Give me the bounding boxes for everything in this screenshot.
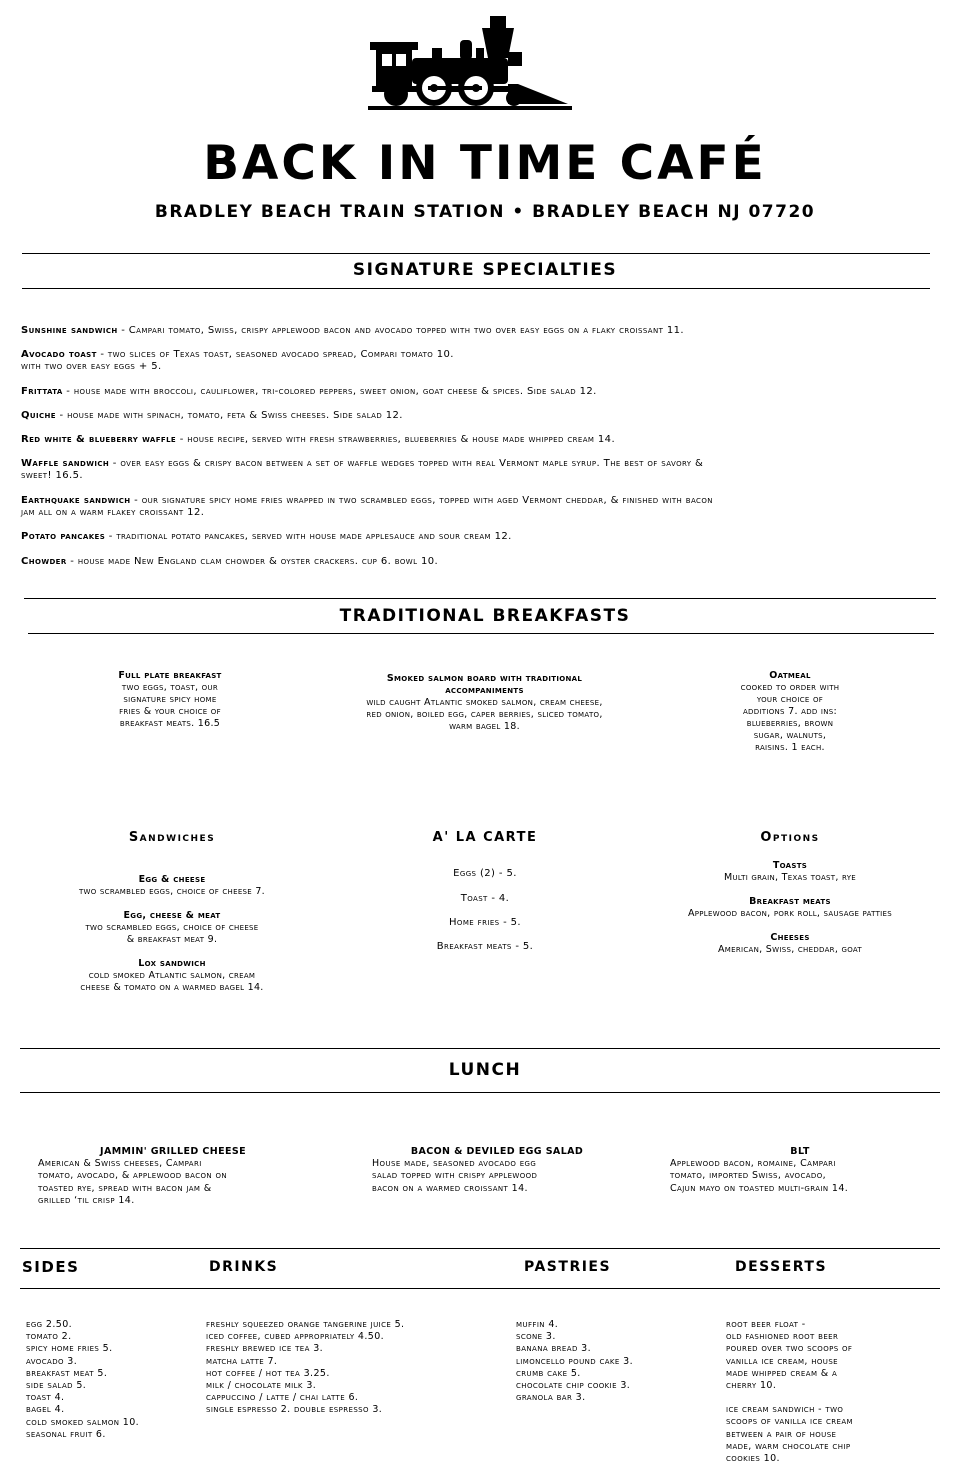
cafe-address: BRADLEY BEACH TRAIN STATION • BRADLEY BEACH NJ 07720 xyxy=(154,202,816,222)
item-description: - our signature spicy home fries wrapped in two scrambled eggs, topped with aged Vermont cheddar, & finished with bacon xyxy=(130,495,713,506)
pastries-list xyxy=(516,1319,716,1404)
list-item: banana bread 3. xyxy=(516,1343,592,1355)
list-item: scoops of vanilla ice cream xyxy=(726,1416,853,1428)
item-description: - Campari tomato, Swiss, crispy applewood bacon and avocado topped with two over easy eggs on a flaky croissant 11. xyxy=(117,325,684,336)
list-item xyxy=(21,531,941,543)
list-item: cookies 10. xyxy=(726,1453,780,1465)
item-line: tomato, avocado, & applewood bacon on xyxy=(38,1170,228,1182)
alacarte-heading: A' LA CARTE xyxy=(432,830,538,845)
item-name: Lox sandwich xyxy=(138,958,206,969)
lunch-item xyxy=(372,1146,622,1195)
item-line: cheese & tomato on a warmed bagel 14. xyxy=(80,982,264,993)
sandwiches-list xyxy=(32,874,312,994)
item-line: two scrambled eggs, choice of cheese 7. xyxy=(78,886,265,897)
smoked-salmon-board xyxy=(312,673,657,733)
item-description: - house recipe, served with fresh strawberries, blueberries & house made whipped cream 14. xyxy=(176,434,616,445)
item-line: grilled ‘til crisp 14. xyxy=(38,1194,135,1206)
item-name: Red white & blueberry waffle xyxy=(21,434,177,445)
alacarte-item: Breakfast meats - 5. xyxy=(436,941,534,952)
options-heading: Options xyxy=(760,830,820,845)
list-item: made whipped cream & a xyxy=(726,1367,838,1379)
item-description: - two slices of Texas toast, seasoned avocado spread, Compari tomato 10. xyxy=(96,349,454,360)
item-name: BACON & DEVILED EGG SALAD xyxy=(410,1146,584,1157)
list-item: matcha latte 7. xyxy=(206,1355,278,1367)
divider xyxy=(22,253,930,254)
item-name: Earthquake sandwich xyxy=(21,495,131,506)
list-item xyxy=(21,556,941,568)
item-name: Quiche xyxy=(21,410,56,421)
item-name: BLT xyxy=(790,1146,810,1157)
divider xyxy=(20,1288,940,1289)
item-description: - house made with broccoli, cauliflower, tri-colored peppers, sweet onion, goat cheese & spices. Side salad 12. xyxy=(62,386,597,397)
item-line: Cajun mayo on toasted multi-grain 14. xyxy=(670,1182,849,1194)
locomotive-icon xyxy=(368,12,572,110)
list-item: poured over two scoops of xyxy=(726,1343,853,1355)
list-item xyxy=(21,458,941,482)
drinks-list xyxy=(206,1319,506,1417)
item-description-2: sweet! 16.5. xyxy=(21,470,83,481)
list-item: cherry 10. xyxy=(726,1380,777,1392)
list-item: between a pair of house xyxy=(726,1428,837,1440)
divider xyxy=(20,1248,940,1249)
item-line: fries & your choice of xyxy=(119,706,221,717)
list-item: toast 4. xyxy=(26,1392,65,1404)
item-name: Breakfast meats xyxy=(749,896,831,907)
item-line: Applewood bacon, pork roll, sausage patties xyxy=(687,908,893,919)
list-item: crumb cake 5. xyxy=(516,1367,581,1379)
item-line: cooked to order with xyxy=(740,682,840,693)
item-description: - traditional potato pancakes, served with house made applesauce and sour cream 12. xyxy=(105,531,512,542)
list-item: made, warm chocolate chip xyxy=(726,1440,851,1452)
pastries-heading: PASTRIES xyxy=(524,1259,612,1275)
list-item: hot coffee / hot tea 3.25. xyxy=(206,1367,330,1379)
item-name: Smoked salmon board with traditional xyxy=(386,673,583,684)
item-name: JAMMIN' GRILLED CHEESE xyxy=(100,1146,246,1157)
item-name: Egg, cheese & meat xyxy=(123,910,221,921)
item-name: Frittata xyxy=(21,386,63,397)
item-name: Full plate breakfast xyxy=(118,670,222,681)
list-item: freshly squeezed orange tangerine juice 5. xyxy=(206,1319,405,1330)
item-name: Sunshine sandwich xyxy=(21,325,118,336)
list-item xyxy=(21,349,941,373)
alacarte-item: Home fries - 5. xyxy=(449,917,521,928)
options-list xyxy=(630,860,950,956)
list-item xyxy=(21,386,941,398)
item-description: - house made with spinach, tomato, feta & Swiss cheeses. Side salad 12. xyxy=(55,410,403,421)
locomotive-logo xyxy=(368,12,572,110)
list-item: bagel 4. xyxy=(26,1404,65,1416)
divider xyxy=(28,633,934,634)
list-item: muffin 4. xyxy=(516,1319,559,1330)
divider xyxy=(20,1092,940,1093)
list-item: limoncello pound cake 3. xyxy=(516,1355,634,1367)
lunch-heading: LUNCH xyxy=(448,1060,522,1080)
item-description: - over easy eggs & crispy bacon between a set of waffle wedges topped with real Vermont maple syrup. The best of savory & xyxy=(109,458,704,469)
list-item: cappuccino / latte / chai latte 6. xyxy=(206,1392,359,1404)
list-item: breakfast meat 5. xyxy=(26,1367,108,1379)
item-line: tomato, imported Swiss, avocado, xyxy=(670,1170,827,1182)
alacarte-item: Eggs (2) - 5. xyxy=(453,868,517,879)
item-line: breakfast meats. 16.5 xyxy=(119,718,221,729)
list-item: single espresso 2. double espresso 3. xyxy=(206,1404,383,1416)
item-line: American, Swiss, cheddar, goat xyxy=(717,944,863,955)
item-line: & breakfast meat 9. xyxy=(126,934,218,945)
list-item xyxy=(21,410,941,422)
item-line: toasted rye, spread with bacon jam & xyxy=(38,1182,212,1194)
item-line: bacon on a warmed croissant 14. xyxy=(372,1182,528,1194)
item-name: Oatmeal xyxy=(769,670,811,681)
lunch-item xyxy=(38,1146,308,1207)
item-line: American & Swiss cheeses, Campari xyxy=(38,1158,202,1170)
cafe-title: BACK IN TIME CAFÉ xyxy=(203,136,767,191)
item-line: additions 7. add ins: xyxy=(742,706,838,717)
sandwiches-heading: Sandwiches xyxy=(128,830,216,845)
item-line: wild caught Atlantic smoked salmon, cream cheese, xyxy=(366,697,603,708)
item-name-2: accompaniments xyxy=(445,685,524,696)
item-line: raisins. 1 each. xyxy=(755,742,825,753)
item-description: - house made New England clam chowder & oyster crackers. cup 6. bowl 10. xyxy=(66,556,439,567)
item-line: Multi grain, Texas toast, rye xyxy=(723,872,857,883)
list-item: spicy home fries 5. xyxy=(26,1343,113,1355)
divider xyxy=(24,598,936,599)
list-item: avocado 3. xyxy=(26,1355,78,1367)
item-name: Avocado toast xyxy=(21,349,97,360)
list-item: side salad 5. xyxy=(26,1380,87,1392)
list-item: iced coffee, cubed appropriately 4.50. xyxy=(206,1331,385,1343)
list-item: old fashioned root beer xyxy=(726,1331,839,1343)
sides-list xyxy=(26,1319,196,1441)
item-line: House made, seasoned avocado egg xyxy=(372,1158,537,1170)
divider xyxy=(20,1048,940,1049)
specialties-heading: SIGNATURE SPECIALTIES xyxy=(352,260,618,280)
list-item: freshly brewed ice tea 3. xyxy=(206,1343,324,1355)
item-line: cold smoked Atlantic salmon, cream xyxy=(88,970,256,981)
breakfasts-heading: TRADITIONAL BREAKFASTS xyxy=(339,606,631,626)
item-description-2: with two over easy eggs + 5. xyxy=(21,361,162,372)
list-item: chocolate chip cookie 3. xyxy=(516,1380,631,1392)
item-line: two eggs, toast, our xyxy=(121,682,219,693)
item-name: Egg & cheese xyxy=(138,874,206,885)
list-item: tomato 2. xyxy=(26,1331,72,1343)
item-name: Potato pancakes xyxy=(21,531,106,542)
item-line: red onion, boiled egg, caper berries, sliced tomato, xyxy=(366,709,603,720)
item-name: Toasts xyxy=(772,860,808,871)
lunch-item xyxy=(670,1146,930,1195)
item-name: Waffle sandwich xyxy=(21,458,110,469)
item-line: signature spicy home xyxy=(123,694,217,705)
list-item: scone 3. xyxy=(516,1331,556,1343)
alacarte-item: Toast - 4. xyxy=(460,893,510,904)
drinks-heading: DRINKS xyxy=(209,1259,279,1275)
item-line: two scrambled eggs, choice of cheese xyxy=(85,922,259,933)
oatmeal xyxy=(710,670,870,754)
sides-heading: SIDES xyxy=(22,1258,80,1276)
item-description-2: jam all on a warm flakey croissant 12. xyxy=(21,507,205,518)
item-name: Chowder xyxy=(21,556,67,567)
list-item: vanilla ice cream, house xyxy=(726,1355,838,1367)
list-item xyxy=(21,434,941,446)
item-line: sugar, walnuts, xyxy=(753,730,827,741)
full-plate-breakfast xyxy=(90,670,250,730)
desserts-heading: DESSERTS xyxy=(735,1259,828,1275)
list-item: cold smoked salmon 10. xyxy=(26,1416,140,1428)
item-line: blueberries, brown xyxy=(746,718,834,729)
item-name: Cheeses xyxy=(770,932,810,943)
list-item: ice cream sandwich - two xyxy=(726,1404,844,1416)
item-line: warm bagel 18. xyxy=(449,721,520,732)
list-item: egg 2.50. xyxy=(26,1319,73,1330)
item-line: your choice of xyxy=(756,694,824,705)
list-item xyxy=(21,495,941,519)
list-item: milk / chocolate milk 3. xyxy=(206,1380,317,1392)
list-item: seasonal fruit 6. xyxy=(26,1428,106,1440)
list-item: root beer float - xyxy=(726,1319,806,1330)
list-item xyxy=(726,1392,926,1404)
desserts-list xyxy=(726,1319,926,1465)
list-item: granola bar 3. xyxy=(516,1392,586,1404)
item-line: Applewood bacon, romaine, Campari xyxy=(670,1158,836,1170)
divider xyxy=(22,288,930,289)
list-item xyxy=(21,325,941,337)
item-line: salad topped with crispy applewood xyxy=(372,1170,538,1182)
